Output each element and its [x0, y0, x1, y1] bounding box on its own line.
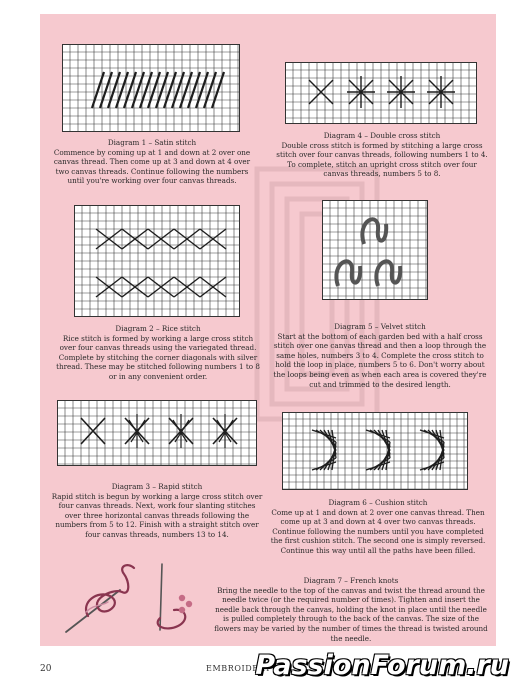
diagram-1-satin-stitch-grid — [62, 44, 240, 132]
watermark-logo: PassionForum.ru — [255, 650, 509, 681]
diagram-2-title: Diagram 2 – Rice stitch — [115, 324, 201, 333]
diagram-4-double-cross-stitch-grid — [285, 62, 477, 124]
page-number: 20 — [40, 664, 52, 674]
diagram-6-cushion-stitch-grid — [282, 412, 468, 490]
diagram-3-caption — [50, 482, 264, 540]
diagram-5-text: Start at the bottom of each garden bed with a half cross stitch over one canvas thread and then a loop through the same holes, numbers 3 to 4. Complete the cross stitch to hold the loop in place, numbers 5 to 6. Don't worry about the loops being even as when each area is covered they're cut and trimmed to the desired length. — [273, 331, 487, 389]
diagram-1-title: Diagram 1 – Satin stitch — [107, 138, 197, 147]
diagram-4-title: Diagram 4 – Double cross stitch — [323, 131, 441, 140]
diagram-4-caption — [276, 131, 488, 179]
diagram-6-text: Come up at 1 and down at 2 over one canvas thread. Then come up at 3 and down at 4 over two canvas threads. Continue following the numbers until you have completed the first cushion stitch. The second one is simply reversed. Continue this way until all the paths have been filled. — [270, 507, 486, 555]
diagram-3-title: Diagram 3 – Rapid stitch — [111, 482, 203, 491]
french-knots-illustration — [58, 560, 208, 638]
diagram-1-caption — [52, 138, 252, 186]
diagram-4-text: Double cross stitch is formed by stitching a large cross stitch over four canvas threads, following numbers 1 to 4. To complete, stitch an upright cross stitch over four canvas threads, numbers 5 to 8. — [276, 140, 488, 179]
diagram-5-caption — [270, 322, 490, 389]
diagram-2-text: Rice stitch is formed by working a large cross stitch over four canvas threads using the variegated thread. Complete by stitching the corner diagonals with silver thread. These may be stitched following numbers 1 to 8 or in any convenient order. — [56, 333, 260, 381]
diagram-6-caption — [266, 498, 490, 556]
diagram-7-text: Bring the needle to the top of the canvas and twist the thread around the needle twice (or the required number of times). Tighten and insert the needle back through the canvas, holding the knot in place until the needle is pulled completely through to the back of the canvas. The size of the flowers may be varied by the number of times the thread is twisted around the needle. — [214, 585, 488, 643]
diagram-5-velvet-stitch-grid — [322, 200, 428, 300]
diagram-7-title: Diagram 7 – French knots — [303, 576, 399, 585]
diagram-3-text: Rapid stitch is begun by working a large cross stitch over four canvas threads. Next, work four slanting stitches over three horizontal canvas threads following the numbers from 5 to 12. Finish with a straight stitch over four canvas threads, numbers 13 to 14. — [51, 491, 263, 539]
diagram-3-rapid-stitch-grid — [57, 400, 257, 466]
diagram-1-text: Commence by coming up at 1 and down at 2 over one canvas thread. Then come up at 3 and down at 4 over two canvas threads. Continue following the numbers until you're working over four canvas threads. — [53, 147, 251, 186]
diagram-2-caption — [56, 324, 260, 382]
magazine-name: EMBROIDERY — [206, 664, 271, 673]
diagram-5-title: Diagram 5 – Velvet stitch — [334, 322, 426, 331]
diagram-2-rice-stitch-grid — [74, 205, 240, 317]
diagram-7-caption — [212, 576, 490, 643]
diagram-6-title: Diagram 6 – Cushion stitch — [328, 498, 428, 507]
